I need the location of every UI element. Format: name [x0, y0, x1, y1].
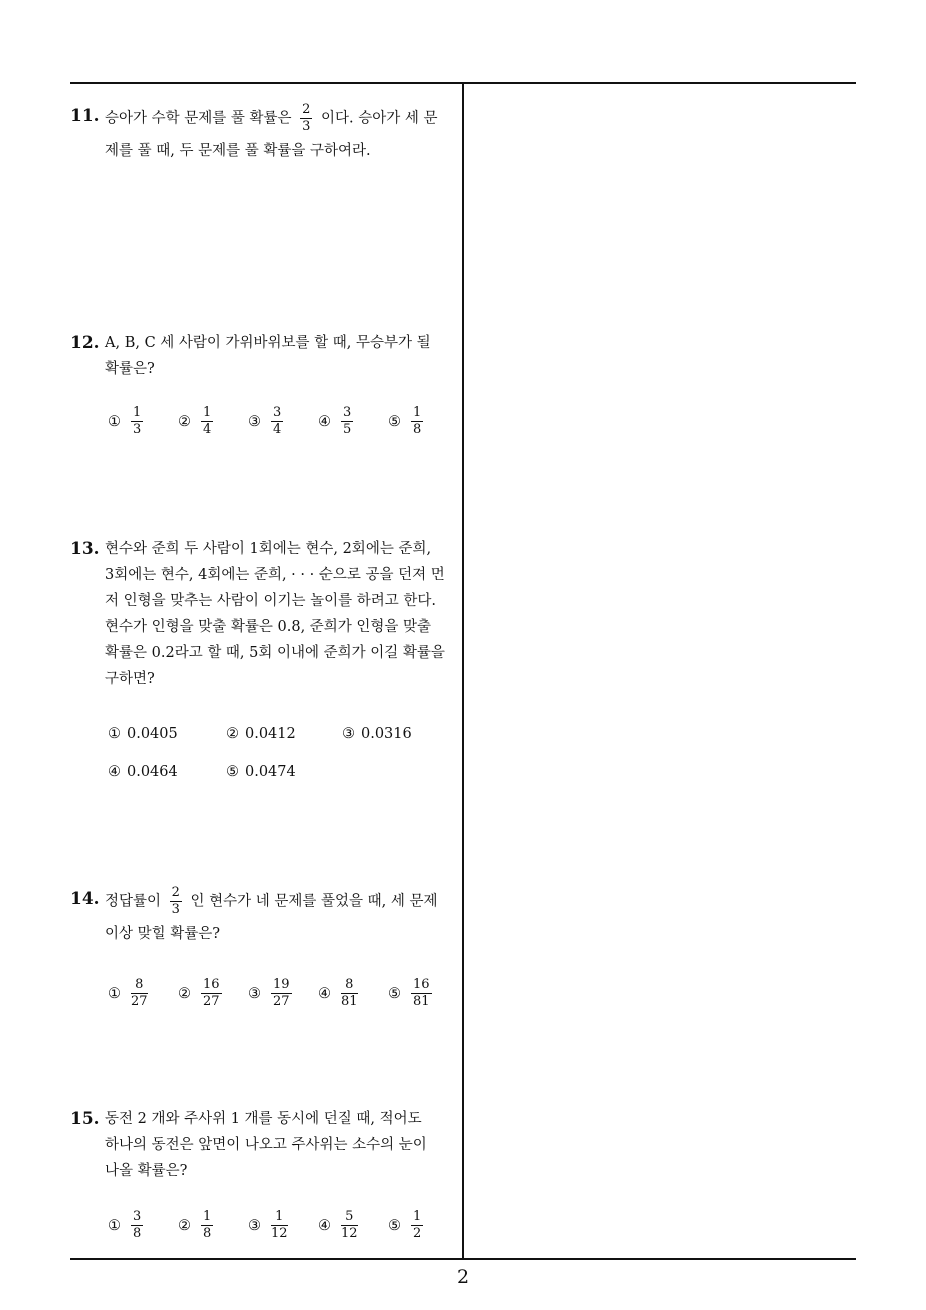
fraction	[131, 1210, 143, 1241]
fraction-denominator: 3	[133, 422, 142, 437]
choice-4[interactable]	[108, 764, 178, 780]
fraction	[170, 886, 182, 917]
problem-text	[105, 536, 456, 692]
choice-5[interactable]	[226, 764, 296, 780]
choice-mark: ②	[178, 413, 191, 430]
choice-value: 0.0316	[361, 726, 412, 742]
fraction-denominator: 27	[273, 994, 290, 1009]
problem-line	[105, 886, 456, 917]
choice-3[interactable]	[248, 978, 296, 1009]
choice-mark: ③	[248, 985, 261, 1002]
fraction-numerator: 3	[133, 1209, 142, 1224]
fraction-denominator: 12	[271, 1226, 288, 1241]
choice-mark: ⑤	[226, 764, 239, 780]
fraction-denominator: 3	[302, 119, 311, 134]
fraction-denominator: 27	[203, 994, 220, 1009]
problem-number: 11.	[70, 106, 100, 126]
problem-text	[105, 1106, 456, 1184]
choice-1[interactable]	[108, 978, 152, 1009]
choice-value: 0.0474	[245, 764, 296, 780]
fraction	[271, 1210, 288, 1241]
fraction-numerator: 16	[413, 977, 430, 992]
fraction	[201, 978, 222, 1009]
choice-mark: ①	[108, 726, 121, 742]
choice-mark: ①	[108, 985, 121, 1002]
choice-mark: ③	[342, 726, 355, 742]
fraction	[341, 978, 358, 1009]
fraction-denominator: 3	[171, 902, 180, 917]
fraction-numerator: 1	[271, 1210, 288, 1226]
choice-mark: ②	[178, 1217, 191, 1234]
problem-text	[105, 886, 456, 947]
choice-5[interactable]	[388, 406, 427, 437]
choice-2[interactable]	[178, 978, 226, 1009]
choice-value: 0.0405	[127, 726, 178, 742]
bottom-rule	[70, 1258, 856, 1260]
problem-line: 저 인형을 맞추는 사람이 이기는 놀이를 하려고 한다.	[105, 593, 437, 609]
fraction-denominator: 8	[413, 422, 422, 437]
choice-2[interactable]	[226, 726, 296, 742]
fraction	[411, 978, 432, 1009]
fraction-denominator: 5	[343, 422, 352, 437]
fraction	[131, 406, 143, 437]
problem-text	[105, 330, 456, 382]
problem-13	[70, 536, 456, 692]
fraction-numerator: 8	[341, 978, 358, 994]
fraction-numerator: 5	[341, 1210, 358, 1226]
fraction-denominator: 8	[203, 1226, 212, 1241]
fraction-numerator: 1	[413, 405, 422, 420]
fraction-denominator: 4	[273, 422, 282, 437]
fraction-numerator: 1	[203, 1209, 212, 1224]
problem-line-text: 정답률이	[105, 893, 162, 910]
choice-2[interactable]	[178, 1210, 217, 1241]
fraction-denominator: 8	[133, 1226, 142, 1241]
problem-15	[70, 1106, 456, 1184]
fraction	[201, 406, 213, 437]
problem-12	[70, 330, 456, 382]
problem-line-text: 이다. 승아가 세 문	[321, 110, 438, 127]
fraction-numerator: 1	[413, 1209, 422, 1224]
problem-line: 하나의 동전은 앞면이 나오고 주사위는 소수의 눈이	[105, 1137, 427, 1153]
fraction	[201, 1210, 213, 1241]
choice-mark: ④	[318, 985, 331, 1002]
problem-line	[105, 103, 456, 134]
choice-mark: ②	[226, 726, 239, 742]
problem-line: 현수가 인형을 맞출 확률은 0.8, 준희가 인형을 맞출	[105, 619, 432, 635]
problem-line: 구하면?	[105, 671, 155, 687]
problem-number: 12.	[70, 333, 100, 353]
fraction-numerator: 1	[133, 405, 142, 420]
choice-mark: ④	[318, 1217, 331, 1234]
choice-5[interactable]	[388, 978, 436, 1009]
problem-line-text: 승아가 수학 문제를 풀 확률은	[105, 110, 292, 127]
choice-5[interactable]	[388, 1210, 427, 1241]
choice-1[interactable]	[108, 406, 147, 437]
choice-2[interactable]	[178, 406, 217, 437]
problem-line: 확률은?	[105, 361, 155, 377]
choice-mark: ⑤	[388, 1217, 401, 1234]
problem-line: 3회에는 현수, 4회에는 준희, · · · 순으로 공을 던져 먼	[105, 567, 445, 583]
choice-1[interactable]	[108, 726, 178, 742]
fraction-numerator: 19	[273, 977, 290, 992]
fraction-denominator: 81	[341, 994, 358, 1009]
problem-line: 나올 확률은?	[105, 1163, 188, 1179]
choice-mark: ⑤	[388, 413, 401, 430]
choice-value: 0.0464	[127, 764, 178, 780]
fraction	[300, 103, 312, 134]
choice-value: 0.0412	[245, 726, 296, 742]
fraction-numerator: 8	[131, 978, 148, 994]
problem-line: 제를 풀 때, 두 문제를 풀 확률을 구하여라.	[105, 143, 371, 159]
choice-mark: ⑤	[388, 985, 401, 1002]
fraction	[341, 1210, 358, 1241]
fraction-denominator: 81	[413, 994, 430, 1009]
choice-mark: ①	[108, 413, 121, 430]
choice-4[interactable]	[318, 978, 362, 1009]
choice-3[interactable]	[342, 726, 412, 742]
fraction	[411, 406, 423, 437]
fraction-denominator: 12	[341, 1226, 358, 1241]
problem-line: 확률은 0.2라고 할 때, 5회 이내에 준희가 이길 확률을	[105, 645, 445, 661]
page-number: 2	[456, 1266, 470, 1288]
problem-line-text: 인 현수가 네 문제를 풀었을 때, 세 문제	[190, 893, 438, 910]
choice-mark: ③	[248, 413, 261, 430]
problem-14	[70, 886, 456, 947]
choice-mark: ③	[248, 1217, 261, 1234]
choice-1[interactable]	[108, 1210, 147, 1241]
fraction-numerator: 3	[273, 405, 282, 420]
choice-mark: ①	[108, 1217, 121, 1234]
problem-line: A, B, C 세 사람이 가위바위보를 할 때, 무승부가 될	[105, 335, 431, 351]
fraction-numerator: 16	[203, 977, 220, 992]
fraction	[131, 978, 148, 1009]
fraction	[411, 1210, 423, 1241]
choice-mark: ④	[108, 764, 121, 780]
choice-mark: ②	[178, 985, 191, 1002]
problem-number: 14.	[70, 889, 100, 909]
fraction-numerator: 2	[171, 885, 180, 900]
fraction	[341, 406, 353, 437]
problem-line: 동전 2 개와 주사위 1 개를 동시에 던질 때, 적어도	[105, 1111, 422, 1127]
fraction-numerator: 1	[203, 405, 212, 420]
problem-line: 이상 맞힐 확률은?	[105, 926, 221, 942]
problem-text	[105, 103, 456, 164]
choice-3[interactable]	[248, 406, 287, 437]
fraction-numerator: 3	[343, 405, 352, 420]
choice-mark: ④	[318, 413, 331, 430]
problem-11	[70, 103, 456, 164]
choice-4[interactable]	[318, 1210, 362, 1241]
fraction	[271, 978, 292, 1009]
fraction-denominator: 27	[131, 994, 148, 1009]
fraction-denominator: 4	[203, 422, 212, 437]
problem-number: 13.	[70, 539, 100, 559]
problem-number: 15.	[70, 1109, 100, 1129]
fraction	[271, 406, 283, 437]
fraction-numerator: 2	[302, 102, 311, 117]
choice-3[interactable]	[248, 1210, 292, 1241]
column-divider	[462, 82, 464, 1260]
fraction-denominator: 2	[413, 1226, 422, 1241]
problem-line: 현수와 준희 두 사람이 1회에는 현수, 2회에는 준희,	[105, 541, 432, 557]
choice-4[interactable]	[318, 406, 357, 437]
